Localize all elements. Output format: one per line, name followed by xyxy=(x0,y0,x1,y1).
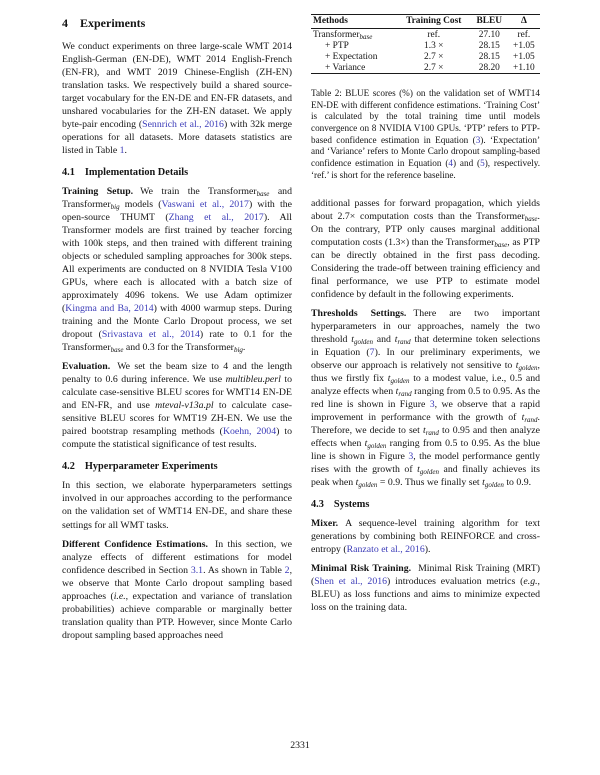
section-number: 4.1 xyxy=(62,167,75,179)
text-run: to calculate case-sensitive BLEU scores for WMT14 EN-DE and EN-FR, and use xyxy=(62,374,292,412)
ref-link[interactable]: Kingma and Ba, 2014 xyxy=(65,303,154,315)
ref-link[interactable]: 3.1 xyxy=(190,564,204,576)
subscript: rand xyxy=(425,428,439,437)
text-run: . On the contrary, PTP only causes marginal additional computation costs (1.3×) than the Transformer xyxy=(311,210,540,248)
ref-link[interactable]: 2 xyxy=(284,564,290,576)
subscript: golden xyxy=(518,363,538,372)
table-header-row xyxy=(311,15,540,29)
paragraph xyxy=(62,185,292,354)
subscript: big xyxy=(233,346,243,355)
text-run: additional passes for forward propagation, which yields about 2.7× computation costs than the Transformer xyxy=(311,197,540,222)
subscript: rand xyxy=(398,389,412,398)
subscript: base xyxy=(359,32,373,41)
text-run: We train the Transformer xyxy=(140,186,257,198)
text-run: ). In our preliminary experiments, we observe our approach is relatively not sensitive to xyxy=(311,346,540,371)
ref-link[interactable]: 3 xyxy=(429,398,435,410)
italic-text: t xyxy=(521,411,525,423)
paragraph-lead: Different Confidence Estimations. xyxy=(62,538,208,550)
subscript: golden xyxy=(353,337,374,346)
subscript: base xyxy=(524,214,538,223)
ref-link[interactable]: Koehn, 2004 xyxy=(222,426,277,438)
section-number: 4.2 xyxy=(62,461,75,473)
ref-link[interactable]: 7 xyxy=(369,346,375,358)
method-cell xyxy=(311,29,397,41)
text-run: We set the beam size to 4 and the length penalty to 0.6 during inference. We use xyxy=(62,361,292,386)
results-table xyxy=(311,14,540,74)
text-run: In this section, we elaborate hyperparameters settings involved in our approaches according to the performance on the validation set of WMT14 EN-DE, and share these settings for all WMT tasks. xyxy=(62,480,292,531)
subsection-heading xyxy=(311,499,540,510)
section-number: 4.3 xyxy=(311,498,324,510)
paragraph-lead: Evaluation. xyxy=(62,361,111,373)
ref-link[interactable]: Vaswani et al., 2017 xyxy=(161,199,249,211)
text-run: . xyxy=(242,342,246,354)
text-run: , as PTP can be directly obtained in the first pass decoding. Considering the trade-off between training efficiency and final performance, we use PTP to estimate model confidence by default in the following experiments. xyxy=(311,236,541,300)
subsection-heading xyxy=(62,461,292,472)
text-run: ) with the open-source THUMT ( xyxy=(62,199,292,224)
paragraph-lead: Training Setup. xyxy=(62,186,134,198)
table-row xyxy=(311,62,540,74)
text-run: and Transformer xyxy=(62,186,292,211)
value-cell: ref. xyxy=(517,29,531,40)
italic-text: t xyxy=(387,372,391,384)
paragraph xyxy=(62,479,292,531)
text-run: We conduct experiments on three large-scale WMT 2014 English-German (EN-DE), WMT 2014 English-French (EN-FR), and WMT 2019 Chinese-English (ZH-EN) translation tasks. We respectively build a shared source-target vocabulary for the EN-DE and EN-FR datasets, and unshared vocabularies for the ZH-EN dataset. We apply byte-pair encoding ( xyxy=(62,41,292,131)
text-run: Transformer xyxy=(313,29,360,40)
paragraph xyxy=(311,307,540,489)
table-header-cell: Training Cost xyxy=(397,15,471,29)
text-run: ). All Transformer models are first trained by teacher forcing with 100k steps, and then trained with different training objects or scheduled sampling approaches for 300k steps. All experiments are conducted on 8 NVIDIA Tesla V100 GPUs, where each is allocated with a batch size of approximately 4096 tokens. We use Adam optimizer ( xyxy=(62,212,293,315)
table-row xyxy=(311,29,540,41)
value-cell: +1.05 xyxy=(513,40,535,51)
italic-text: t xyxy=(364,437,368,449)
text-run: ranging from 0.5 to 0.95. As the red line is shown in Figure xyxy=(311,385,540,410)
ref-link[interactable]: 1 xyxy=(119,145,125,157)
text-run: = 0.9. Thus we finally set xyxy=(377,476,483,488)
text-run: , thus we firstly fix xyxy=(311,359,540,384)
right-column xyxy=(311,14,540,648)
section-title: Systems xyxy=(333,498,370,510)
paragraph xyxy=(62,360,292,451)
two-column-layout xyxy=(62,14,540,648)
method-cell xyxy=(311,51,397,62)
section-title: Hyperparameter Experiments xyxy=(84,461,218,473)
ref-link[interactable]: Srivastava et al., 2014 xyxy=(101,329,200,341)
subsection-heading xyxy=(62,167,292,178)
text-run: and xyxy=(373,333,395,345)
ref-link[interactable]: Sennrich et al., 2016 xyxy=(142,119,224,131)
italic-text: t xyxy=(422,424,426,436)
value-cell: +1.10 xyxy=(513,62,535,73)
italic-text: t xyxy=(394,333,398,345)
paragraph xyxy=(311,517,540,556)
ref-link[interactable]: 3 xyxy=(408,450,414,462)
text-run: . Therefore, we decide to set xyxy=(311,411,540,436)
text-run: ) and ( xyxy=(452,158,481,169)
table-header-cell: BLEU xyxy=(471,15,508,29)
text-run: , we observe that Monte Carlo dropout sampling based approaches ( xyxy=(62,564,293,602)
text-run: , expectation and variance of translation probabilities) achieve comparable or marginally better translation quality than PTP. However, since Monte Carlo dropout sampling based approaches need xyxy=(62,590,292,641)
text-run: There are two important hyperparameters in our approaches, namely the two threshold xyxy=(311,307,540,345)
ref-link[interactable]: Shen et al., 2016 xyxy=(314,575,388,587)
ref-link[interactable]: Ranzato et al., 2016 xyxy=(346,543,425,555)
paragraph-lead: Thresholds Settings. xyxy=(311,307,407,319)
subscript: golden xyxy=(419,467,439,476)
text-run: , we observe that a rapid improvement in performance with the growth of xyxy=(311,398,540,423)
text-run: to a modest value, i.e., 0.5 and analyze effects when xyxy=(311,372,540,397)
text-run: ) to compute the statistical significance of test results. xyxy=(62,426,292,451)
text-run: to 0.9. xyxy=(503,476,532,488)
ref-link[interactable]: 5 xyxy=(480,158,485,169)
text-run: + Variance xyxy=(325,62,366,73)
subscript: base xyxy=(110,346,124,355)
subscript: golden xyxy=(367,441,387,450)
value-cell: 2.7 × xyxy=(424,62,444,73)
value-cell: 2.7 × xyxy=(424,51,444,62)
subscript: rand xyxy=(397,337,411,346)
text-run: , the model performance gently rises with the growth of xyxy=(311,450,540,475)
text-run: ). ‘Expectation’ and ‘Variance’ refers to Monte Carlo dropout sampling-based confidence estimation in Equation ( xyxy=(311,134,540,169)
table-row xyxy=(311,51,540,62)
method-cell xyxy=(311,62,397,74)
text-run: and finally achieves its peak when xyxy=(311,463,540,488)
text-run: ) with 32k merge operations for all datasets. More datasets statistics are listed in Table xyxy=(62,119,292,157)
ref-link[interactable]: 3 xyxy=(475,134,481,145)
method-cell xyxy=(311,40,397,51)
text-run: and 0.3 for the Transformer xyxy=(123,342,234,354)
italic-text: t xyxy=(417,463,420,475)
paragraph xyxy=(311,197,540,301)
text-run: Minimal Risk Training (MRT) ( xyxy=(311,562,540,587)
text-run: . As shown in Table xyxy=(203,564,285,576)
italic-text: t xyxy=(482,476,485,488)
subscript: base xyxy=(494,240,508,249)
table-row xyxy=(311,40,540,51)
text-run: ). xyxy=(424,543,431,555)
italic-text: t xyxy=(515,359,519,371)
text-run: Table 2: BLUE scores (%) on the validation set of WMT14 EN-DE with different confidence estimations. ‘Training Cost’ is calculated by the total training time until models convergence on 8 NVIDIA V100 GPUs. ‘PTP’ refers to PTP-based confidence estimation in Equation ( xyxy=(311,88,540,145)
subscript: golden xyxy=(390,376,410,385)
subscript: golden xyxy=(358,480,378,489)
page-number: 2331 xyxy=(290,740,310,751)
text-run: to 0.95 and then analyze effects when xyxy=(311,424,540,449)
text-run: ), respectively. ‘ref.’ is short for the reference baseline. xyxy=(311,158,540,180)
text-run: In this section, we analyze effects of different estimations for model confidence described in Section xyxy=(62,538,292,576)
text-run: that determine token selections in Equation ( xyxy=(311,333,541,358)
text-run: + Expectation xyxy=(325,51,378,62)
section-number: 4 xyxy=(62,16,68,30)
text-run: ) introduces evaluation metrics ( xyxy=(387,575,524,587)
paragraph xyxy=(311,562,540,614)
text-run: ) with 4000 warmup steps. During training and the Monte Carlo Dropout process, we set dropout ( xyxy=(62,303,293,341)
italic-text: t xyxy=(351,333,354,345)
italic-text: mteval-v13a.pl xyxy=(155,400,214,412)
paragraph-lead: Minimal Risk Training. xyxy=(311,562,412,574)
value-cell: ref. xyxy=(427,29,441,40)
subscript: golden xyxy=(484,480,504,489)
text-run: models ( xyxy=(119,199,162,211)
paragraph-lead: Mixer. xyxy=(311,517,339,529)
text-run: A sequence-level training algorithm for text generations by combining both REINFORCE and cross-entropy ( xyxy=(311,517,540,555)
value-cell: 28.15 xyxy=(478,40,500,51)
table-caption xyxy=(311,88,540,182)
subscript: base xyxy=(256,190,270,199)
value-cell: 1.3 × xyxy=(424,40,444,51)
left-column xyxy=(62,14,292,648)
section-heading xyxy=(62,16,292,31)
text-run: + PTP xyxy=(325,40,349,51)
text-run: ) rate to 0.1 for the Transformer xyxy=(62,329,292,354)
italic-text: i.e. xyxy=(113,590,126,602)
section-title: Implementation Details xyxy=(84,167,189,179)
value-cell: +1.05 xyxy=(513,51,535,62)
value-cell: 28.20 xyxy=(478,62,500,73)
text-run: ranging from 0.5 to 0.95. As the blue line is shown in Figure xyxy=(311,437,540,462)
italic-text: multibleu.perl xyxy=(225,374,281,386)
value-cell: 27.10 xyxy=(478,29,500,40)
subscript: big xyxy=(110,203,120,212)
ref-link[interactable]: 4 xyxy=(448,158,453,169)
value-cell: 28.15 xyxy=(478,51,500,62)
paragraph xyxy=(62,538,292,642)
paragraph xyxy=(62,40,292,157)
italic-text: e.g. xyxy=(523,575,538,587)
italic-text: t xyxy=(355,476,359,488)
subscript: rand xyxy=(524,415,538,424)
ref-link[interactable]: Zhang et al., 2017 xyxy=(168,212,264,224)
italic-text: t xyxy=(395,385,399,397)
section-title: Experiments xyxy=(80,16,146,30)
text-run: , BLEU) as loss functions and aims to minimize expected loss on the training data. xyxy=(311,575,540,613)
table-header-cell: Methods xyxy=(311,15,397,29)
text-run: to calculate case-sensitive BLEU scores for WMT19 ZH-EN. We use the paired bootstrap resampling methods ( xyxy=(62,400,292,438)
text-run: . xyxy=(124,145,127,157)
table-header-cell: Δ xyxy=(508,15,540,29)
